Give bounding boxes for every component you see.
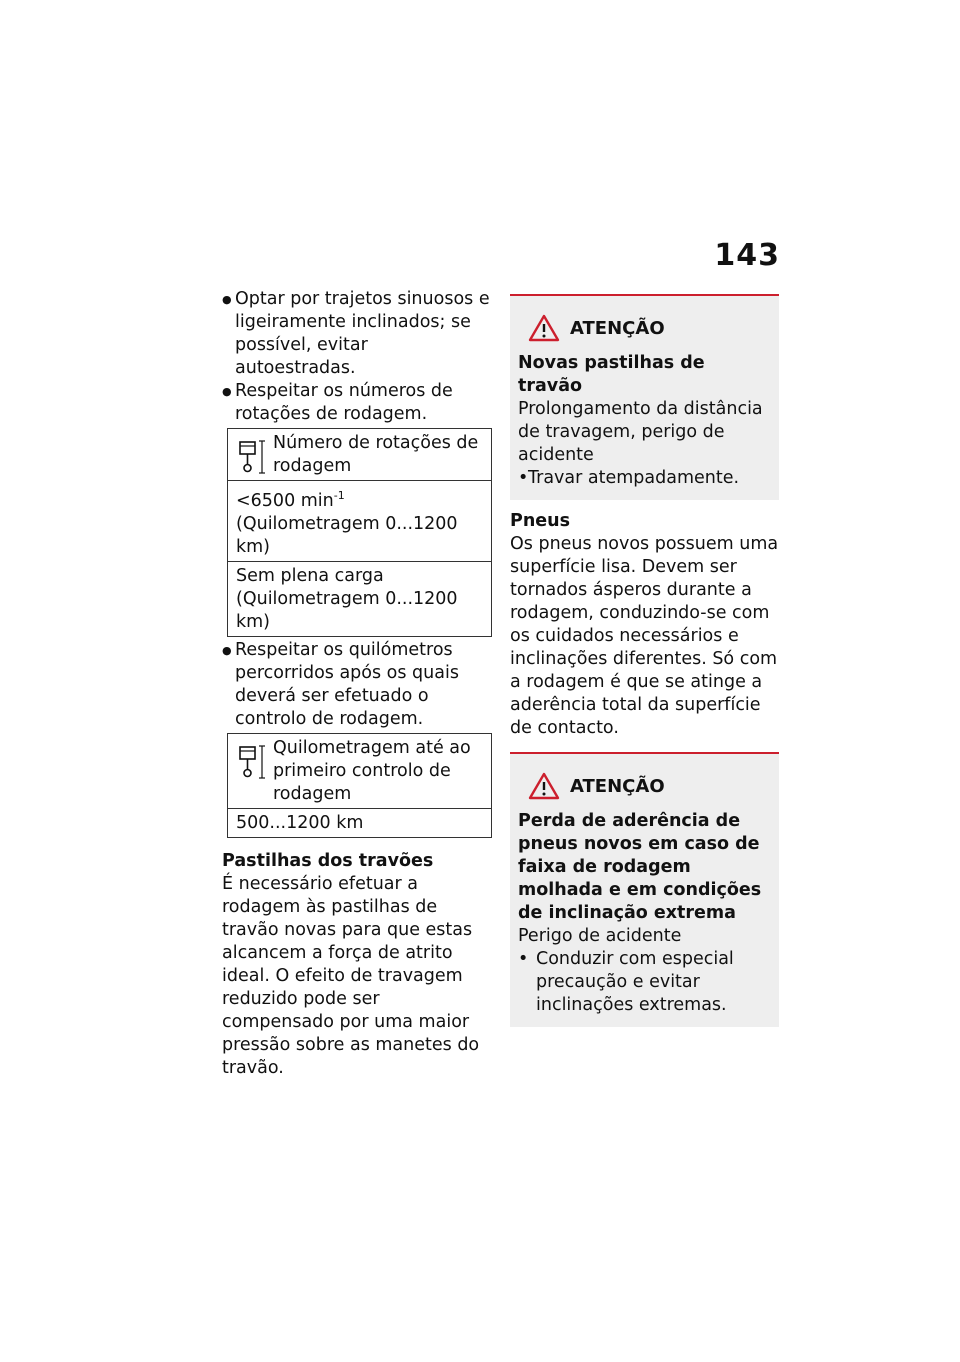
bullet-item: ● Respeitar os quilómetros percorridos após os quais deverá ser efetuado o controlo de rodagem.	[222, 639, 492, 731]
spec-table-title: Número de rotações de rodagem	[273, 433, 479, 476]
page-number: 143	[714, 238, 780, 273]
warning-subtitle: Novas pastilhas de travão	[518, 353, 705, 396]
warning-text: Perigo de acidente	[518, 926, 682, 946]
warning-triangle-icon	[528, 772, 560, 800]
warning-title: ATENÇÃO	[518, 314, 771, 342]
section-heading: Pastilhas dos travões	[222, 850, 434, 871]
section-heading: Pneus	[510, 511, 571, 531]
warning-action: • Travar atempadamente.	[518, 467, 771, 490]
left-column	[222, 288, 492, 1080]
spec-table-mileage	[227, 733, 492, 838]
spec-table-rpm	[227, 428, 492, 637]
spec-table-row: 500...1200 km	[228, 808, 491, 837]
right-column	[510, 294, 779, 1027]
spec-table-header	[228, 734, 491, 808]
spec-table-row: <6500 $\min^{-1}$ (Quilometragem 0...1200 km)	[228, 480, 491, 561]
spec-table-header	[228, 429, 491, 480]
bullet-item: ● Optar por trajetos sinuosos e ligeiramente inclinados; se possível, evitar autoestradas.	[222, 288, 492, 380]
bullet-item: ● Respeitar os números de rotações de rodagem.	[222, 380, 492, 426]
warning-text: Prolongamento da distância de travagem, perigo de acidente	[518, 399, 763, 465]
warning-box	[510, 752, 779, 1027]
warning-title: ATENÇÃO	[518, 772, 771, 800]
warning-triangle-icon	[528, 314, 560, 342]
warning-action: • Conduzir com especial precaução e evitar inclinações extremas.	[518, 948, 771, 1017]
spec-table-title: Quilometragem até ao primeiro controlo de rodagem	[273, 737, 471, 804]
warning-subtitle: Perda de aderência de pneus novos em caso de faixa de rodagem molhada e em condições de inclinação extrema	[518, 811, 762, 923]
spec-table-row: Sem plena carga (Quilometragem 0...1200 km)	[228, 561, 491, 636]
section-body: É necessário efetuar a rodagem às pastilhas de travão novas para que estas alcancem a força de atrito ideal. O efeito de travagem reduzido pode ser compensado por uma maior pressão sobre as manetes do travão.	[222, 873, 480, 1078]
warning-box	[510, 294, 779, 500]
piston-icon	[238, 744, 266, 780]
piston-icon	[238, 439, 266, 475]
section-body: Os pneus novos possuem uma superfície lisa. Devem ser tornados ásperos durante a rodagem, conduzindo-se com os cuidados necessários e inclinações diferentes. Só com a rodagem é que se atinge a aderência total da superfície de contacto.	[510, 534, 779, 738]
